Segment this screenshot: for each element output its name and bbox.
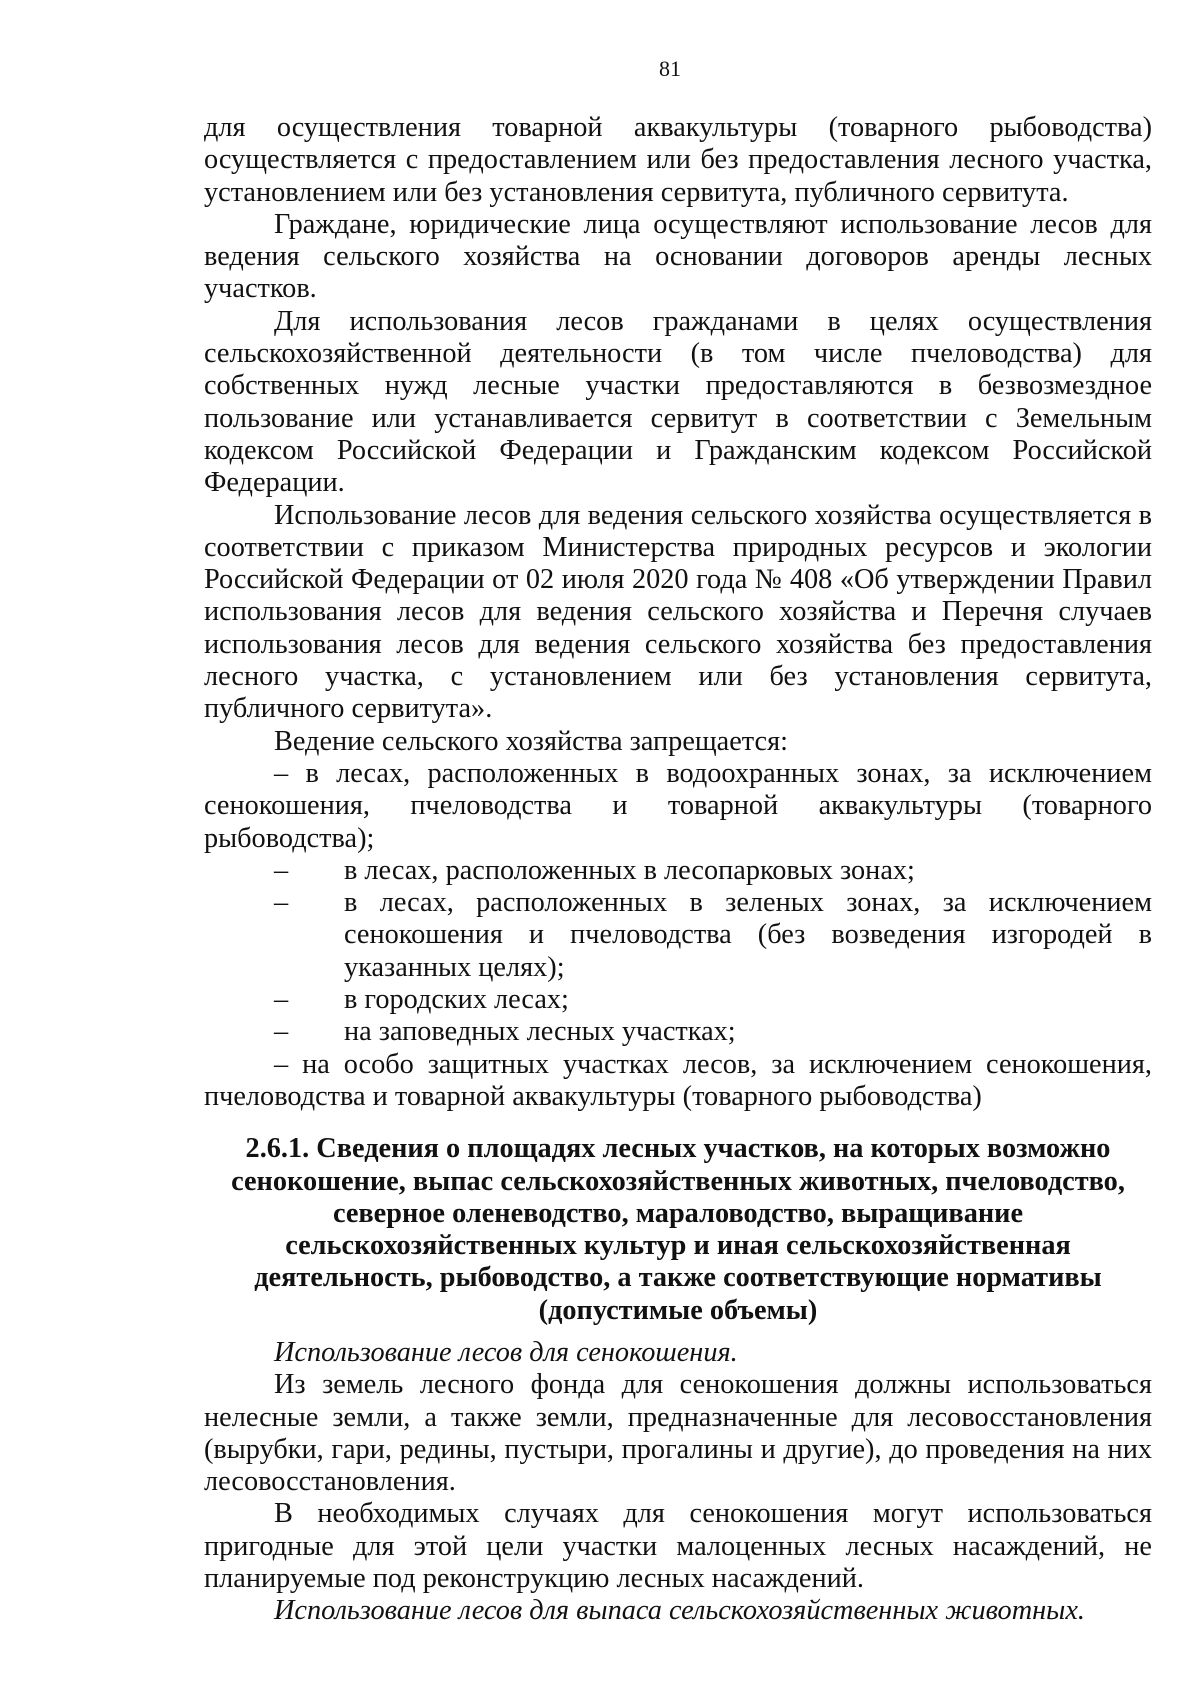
- prohibition-item-protective-areas: – на особо защитных участках лесов, за исключением сенокошения, пчеловодства и товарной аквакультуры (товарного рыбоводства): [204, 1048, 1152, 1112]
- dash-marker: –: [274, 887, 289, 919]
- page-number: 81: [659, 56, 681, 81]
- subheading-grazing: Использование лесов для выпаса сельскохозяйственных животных.: [274, 1595, 1085, 1627]
- prohibition-text: в лесах, расположенных в зеленых зонах, за исключением сенокошения и пчеловодства (без возведения изгородей в указанных целях);: [344, 887, 1152, 983]
- dash-marker: –: [274, 854, 289, 886]
- paragraph-lease: Граждане, юридические лица осуществляют использование лесов для ведения сельского хозяйства на основании договоров аренды лесных участков.: [204, 208, 1152, 305]
- subheading-haymaking: Использование лесов для сенокошения.: [274, 1336, 738, 1368]
- prohibition-text: на заповедных лесных участках;: [344, 1016, 736, 1048]
- prohibition-item-water-protection: – в лесах, расположенных в водоохранных зонах, за исключением сенокошения, пчеловодства и товарной аквакультуры (товарного рыбоводства);: [204, 757, 1152, 854]
- paragraph-order-reference: Использование лесов для ведения сельского хозяйства осуществляется в соответствии с приказом Министерства природных ресурсов и экологии Российской Федерации от 02 июля 2020 года № 408 «Об утверждении Правил использования лесов для ведения сельского хозяйства и Перечня случаев использования лесов для ведения сельского хозяйства без предоставления лесного участка, с установлением или без установления сервитута, публичного сервитута».: [204, 499, 1152, 725]
- prohibition-text: в лесах, расположенных в лесопарковых зонах;: [344, 854, 915, 886]
- prohibition-text: в городских лесах;: [344, 984, 569, 1016]
- section-heading: 2.6.1. Сведения о площадях лесных участков, на которых возможно сенокошение, выпас сельскохозяйственных животных, пчеловодство, северное оленеводство, мараловодство, выращивание сельскохозяйственных культур и иная сельскохозяйственная деятельность, рыбоводство, а также соответствующие нормативы (допустимые объемы): [231, 1133, 1125, 1326]
- prohibition-item-forest-park: [204, 855, 1152, 887]
- paragraph-continuation: для осуществления товарной аквакультуры (товарного рыбоводства) осуществляется с предоставлением или без предоставления лесного участка, установлением или без установления сервитута, публичного сервитута.: [204, 112, 1152, 208]
- prohibition-item-urban-forest: [204, 984, 1152, 1016]
- paragraph-haymaking-lands: Из земель лесного фонда для сенокошения должны использоваться нелесные земли, а также земли, предназначенные для лесовосстановления (вырубки, гари, редины, пустыри, прогалины и другие), до проведения на них лесовосстановления.: [204, 1369, 1152, 1498]
- prohibition-item-green-zone: [204, 887, 1152, 984]
- paragraph-citizens-use: Для использования лесов гражданами в целях осуществления сельскохозяйственной деятельности (в том числе пчеловодства) для собственных нужд лесные участки предоставляются в безвозмездное пользование или устанавливается сервитут в соответствии с Земельным кодексом Российской Федерации и Гражданским кодексом Российской Федерации.: [204, 305, 1152, 499]
- dash-marker: –: [274, 984, 289, 1016]
- prohibition-item-reserve: [204, 1016, 1152, 1048]
- document-body: [204, 112, 1152, 1628]
- paragraph-prohibited-intro: Ведение сельского хозяйства запрещается:: [274, 725, 788, 757]
- dash-marker: –: [274, 1016, 289, 1048]
- paragraph-haymaking-low-value: В необходимых случаях для сенокошения могут использоваться пригодные для этой цели участки малоценных лесных насаждений, не планируемые под реконструкцию лесных насаждений.: [204, 1498, 1152, 1595]
